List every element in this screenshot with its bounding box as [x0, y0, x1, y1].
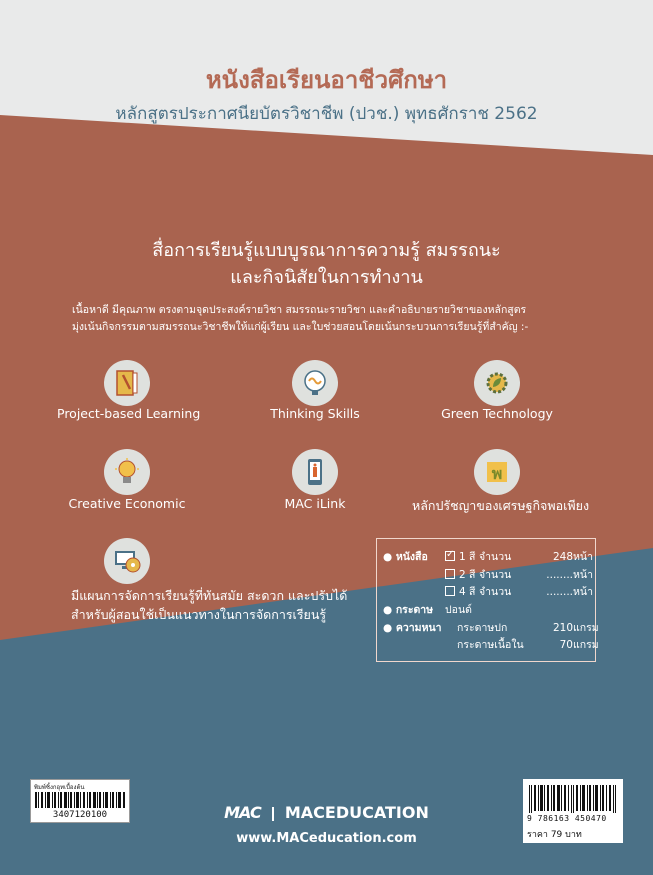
- inner-value: 70: [559, 639, 573, 651]
- computer-icon: [104, 538, 150, 584]
- book-info-box: [376, 538, 599, 662]
- plan-line-1: มีแผนการจัดการเรียนรู้ที่ทันสมัย สะดวก และปรับได้: [71, 588, 348, 603]
- color-option-label: 2 สี: [459, 569, 476, 581]
- inner-row: [383, 637, 599, 653]
- lightbulb-icon: [104, 449, 150, 495]
- price-label: ราคา 79 บาท: [527, 830, 582, 840]
- checkbox-icon-checked: [445, 551, 455, 561]
- website-link[interactable]: www.MACeducation.com: [236, 831, 417, 846]
- qty-label: จำนวน: [479, 586, 512, 598]
- sticker-caption: พิมพ์ซิ้งกอุทเบื้องต้น: [34, 784, 85, 791]
- svg-text:พ: พ: [491, 464, 503, 483]
- unit-label: หน้า: [573, 586, 593, 598]
- inner-unit: แกรม: [573, 639, 599, 651]
- description-line-2: มุ่งเน้นกิจกรรมตามสมรรถนะวิชาชีพให้แก่ผู้เรียน และใบช่วยสอนโดยเน้นกระบวนการเรียนรู้ที่สำคัญ :-: [72, 321, 529, 333]
- headline-line-2: และกิจนิสัยในการทำงาน: [230, 267, 423, 288]
- checkbox-icon: [445, 569, 455, 579]
- paper-row: [383, 602, 591, 618]
- sticker-number: 3407120100: [52, 810, 108, 820]
- thickness-row: [383, 620, 599, 636]
- qty-label: จำนวน: [479, 569, 512, 581]
- feature-label-project: Project-based Learning: [57, 406, 201, 421]
- inner-label: กระดาษเนื้อใน: [457, 639, 524, 651]
- book-label: ● หนังสือ: [383, 551, 428, 563]
- isbn-number: 9 786163 450470: [527, 814, 607, 823]
- page-count: ........: [546, 586, 573, 598]
- color-option-row: [383, 549, 591, 565]
- color-option-label: 4 สี: [459, 586, 476, 598]
- cover-value: 210: [552, 622, 573, 634]
- feature-label-green: Green Technology: [441, 406, 553, 421]
- color-option-row: [383, 567, 591, 583]
- unit-label: หน้า: [573, 551, 593, 563]
- project-icon: [104, 360, 150, 406]
- cover-label: กระดาษปก: [457, 622, 508, 634]
- page-count: 248: [552, 551, 573, 563]
- color-option-row: [383, 584, 591, 600]
- logo-mark: MAC: [224, 803, 261, 822]
- feature-label-sufficiency: หลักปรัชญาของเศรษฐกิจพอเพียง: [412, 498, 590, 513]
- unit-label: หน้า: [573, 569, 593, 581]
- gear-leaf-icon: [474, 360, 520, 406]
- qty-label: จำนวน: [479, 551, 512, 563]
- feature-label-creative: Creative Economic: [68, 496, 186, 511]
- phone-icon: [292, 449, 338, 495]
- plan-line-2: สำหรับผู้สอนใช้เป็นแนวทางในการจัดการเรียนรู้: [71, 607, 327, 622]
- checkbox-icon: [445, 586, 455, 596]
- color-option-label: 1 สี: [459, 551, 476, 563]
- page-title: หนังสือเรียนอาชีวศึกษา: [205, 66, 448, 94]
- description-line-1: เนื้อหาดี มีคุณภาพ ตรงตามจุดประสงค์รายวิชา สมรรถนะรายวิชา และคำอธิบายรายวิชาของหลักสูตร: [72, 304, 527, 316]
- page-count: ........: [546, 569, 573, 581]
- feature-label-thinking: Thinking Skills: [270, 406, 360, 421]
- cover-unit: แกรม: [573, 622, 599, 634]
- paper-value: ปอนด์: [445, 604, 472, 616]
- brand-logo: [0, 803, 653, 822]
- logo-divider: [272, 807, 274, 821]
- headline-line-1: สื่อการเรียนรู้แบบบูรณาการความรู้ สมรรถนะ: [152, 240, 501, 261]
- page-subtitle: หลักสูตรประกาศนียบัตรวิชาชีพ (ปวช.) พุทธศักราช 2562: [115, 104, 538, 124]
- thickness-label: ● ความหนา: [383, 622, 442, 634]
- paper-label: ● กระดาษ: [383, 604, 434, 616]
- brand-name: MACEDUCATION: [284, 803, 429, 822]
- letter-icon: [474, 449, 520, 495]
- feature-label-maclink: MAC iLink: [284, 496, 346, 511]
- brain-icon: [292, 360, 338, 406]
